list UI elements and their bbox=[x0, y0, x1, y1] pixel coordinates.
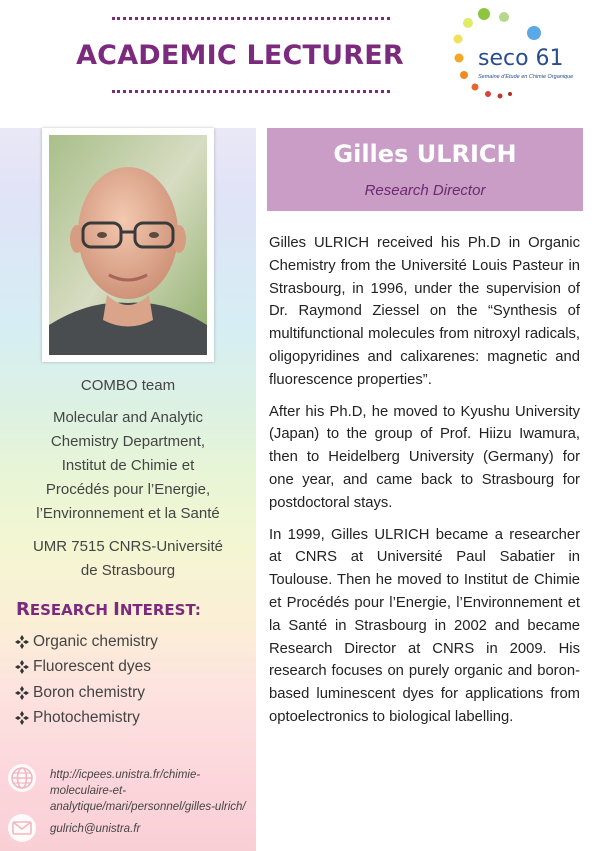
logo-subtitle: Semaine d'Etude en Chimie Organique bbox=[478, 74, 574, 80]
envelope-icon bbox=[7, 813, 37, 843]
department-line: Procédés pour l’Energie, bbox=[45, 481, 211, 498]
department-line: Molecular and Analytic bbox=[52, 409, 204, 426]
website-link[interactable] bbox=[50, 767, 246, 815]
interest-label: Boron chemistry bbox=[33, 683, 145, 701]
bio-paragraph: In 1999, Gilles ULRICH became a researcher at CNRS at Université Paul Sabatier in Toulouse. Then he moved to Institut de Chimie et Procédés pour l’Energie, l’Environnement et la Santé in Strasbourg in 2002 and became Research Director at CNRS in 2009. His research focuses on purely organic and boron-based luminescent dyes for applications from optoelectronics to biological labelling. bbox=[269, 526, 580, 725]
website-line: analytique/mari/personnel/gilles-ulrich/ bbox=[50, 801, 246, 813]
header bbox=[0, 0, 598, 128]
dotted-rule-top bbox=[112, 17, 390, 20]
list-item bbox=[15, 680, 158, 706]
department-line: Institut de Chimie et bbox=[61, 457, 195, 474]
heading-text: ESEARCH bbox=[29, 601, 114, 619]
seco-logo bbox=[448, 6, 594, 102]
research-interest-list bbox=[15, 629, 158, 731]
list-item bbox=[15, 629, 158, 655]
logo-wordmark: seco 61 bbox=[478, 46, 564, 71]
team-name: COMBO team bbox=[80, 377, 176, 394]
research-unit bbox=[0, 535, 256, 583]
heading-text: NTEREST: bbox=[119, 601, 201, 619]
list-item bbox=[15, 655, 158, 681]
heading-cap: I bbox=[113, 599, 120, 620]
bio-paragraph: After his Ph.D, he moved to Kyushu University (Japan) to the group of Prof. Hiizu Iwamura, then to Heidelberg University (Germany) for one year, and came back to Strasbourg for postdoctoral stays. bbox=[269, 403, 580, 511]
website-line: moleculaire-et- bbox=[50, 785, 127, 797]
diamond-bullet-icon bbox=[15, 711, 29, 725]
biography bbox=[269, 232, 580, 738]
bio-paragraph: Gilles ULRICH received his Ph.D in Organic Chemistry from the Université Louis Pasteur in Strasbourg, in 1996, under the supervision of Dr. Raymond Ziessel on the “Synthesis of multifunctional molecules from nitroxyl radicals, oligopyridines and calixarenes: magnetic and fluorescence properties”. bbox=[269, 235, 580, 388]
list-item bbox=[15, 706, 158, 732]
person-name: Gilles ULRICH bbox=[333, 140, 517, 168]
portrait-frame bbox=[42, 128, 214, 362]
page-title: ACADEMIC LECTURER bbox=[76, 40, 404, 71]
unit-line: UMR 7515 CNRS-Université bbox=[32, 538, 224, 555]
diamond-bullet-icon bbox=[15, 635, 29, 649]
interest-label: Organic chemistry bbox=[33, 632, 158, 650]
email-link[interactable]: gulrich@unistra.fr bbox=[50, 823, 141, 835]
department-line: Chemistry Department, bbox=[50, 433, 206, 450]
person-role: Research Director bbox=[364, 182, 486, 199]
website-line: http://icpees.unistra.fr/chimie- bbox=[50, 769, 201, 781]
portrait-photo bbox=[49, 135, 207, 355]
dotted-rule-bottom bbox=[112, 90, 390, 93]
diamond-bullet-icon bbox=[15, 686, 29, 700]
globe-icon bbox=[7, 763, 37, 793]
diamond-bullet-icon bbox=[15, 660, 29, 674]
department bbox=[0, 406, 256, 526]
interest-label: Fluorescent dyes bbox=[33, 658, 152, 676]
heading-cap: R bbox=[16, 599, 30, 620]
department-line: l’Environnement et la Santé bbox=[36, 505, 220, 522]
research-interest-heading bbox=[16, 599, 201, 620]
interest-label: Photochemistry bbox=[33, 709, 140, 727]
name-banner bbox=[267, 128, 583, 211]
unit-line: de Strasbourg bbox=[80, 562, 176, 579]
